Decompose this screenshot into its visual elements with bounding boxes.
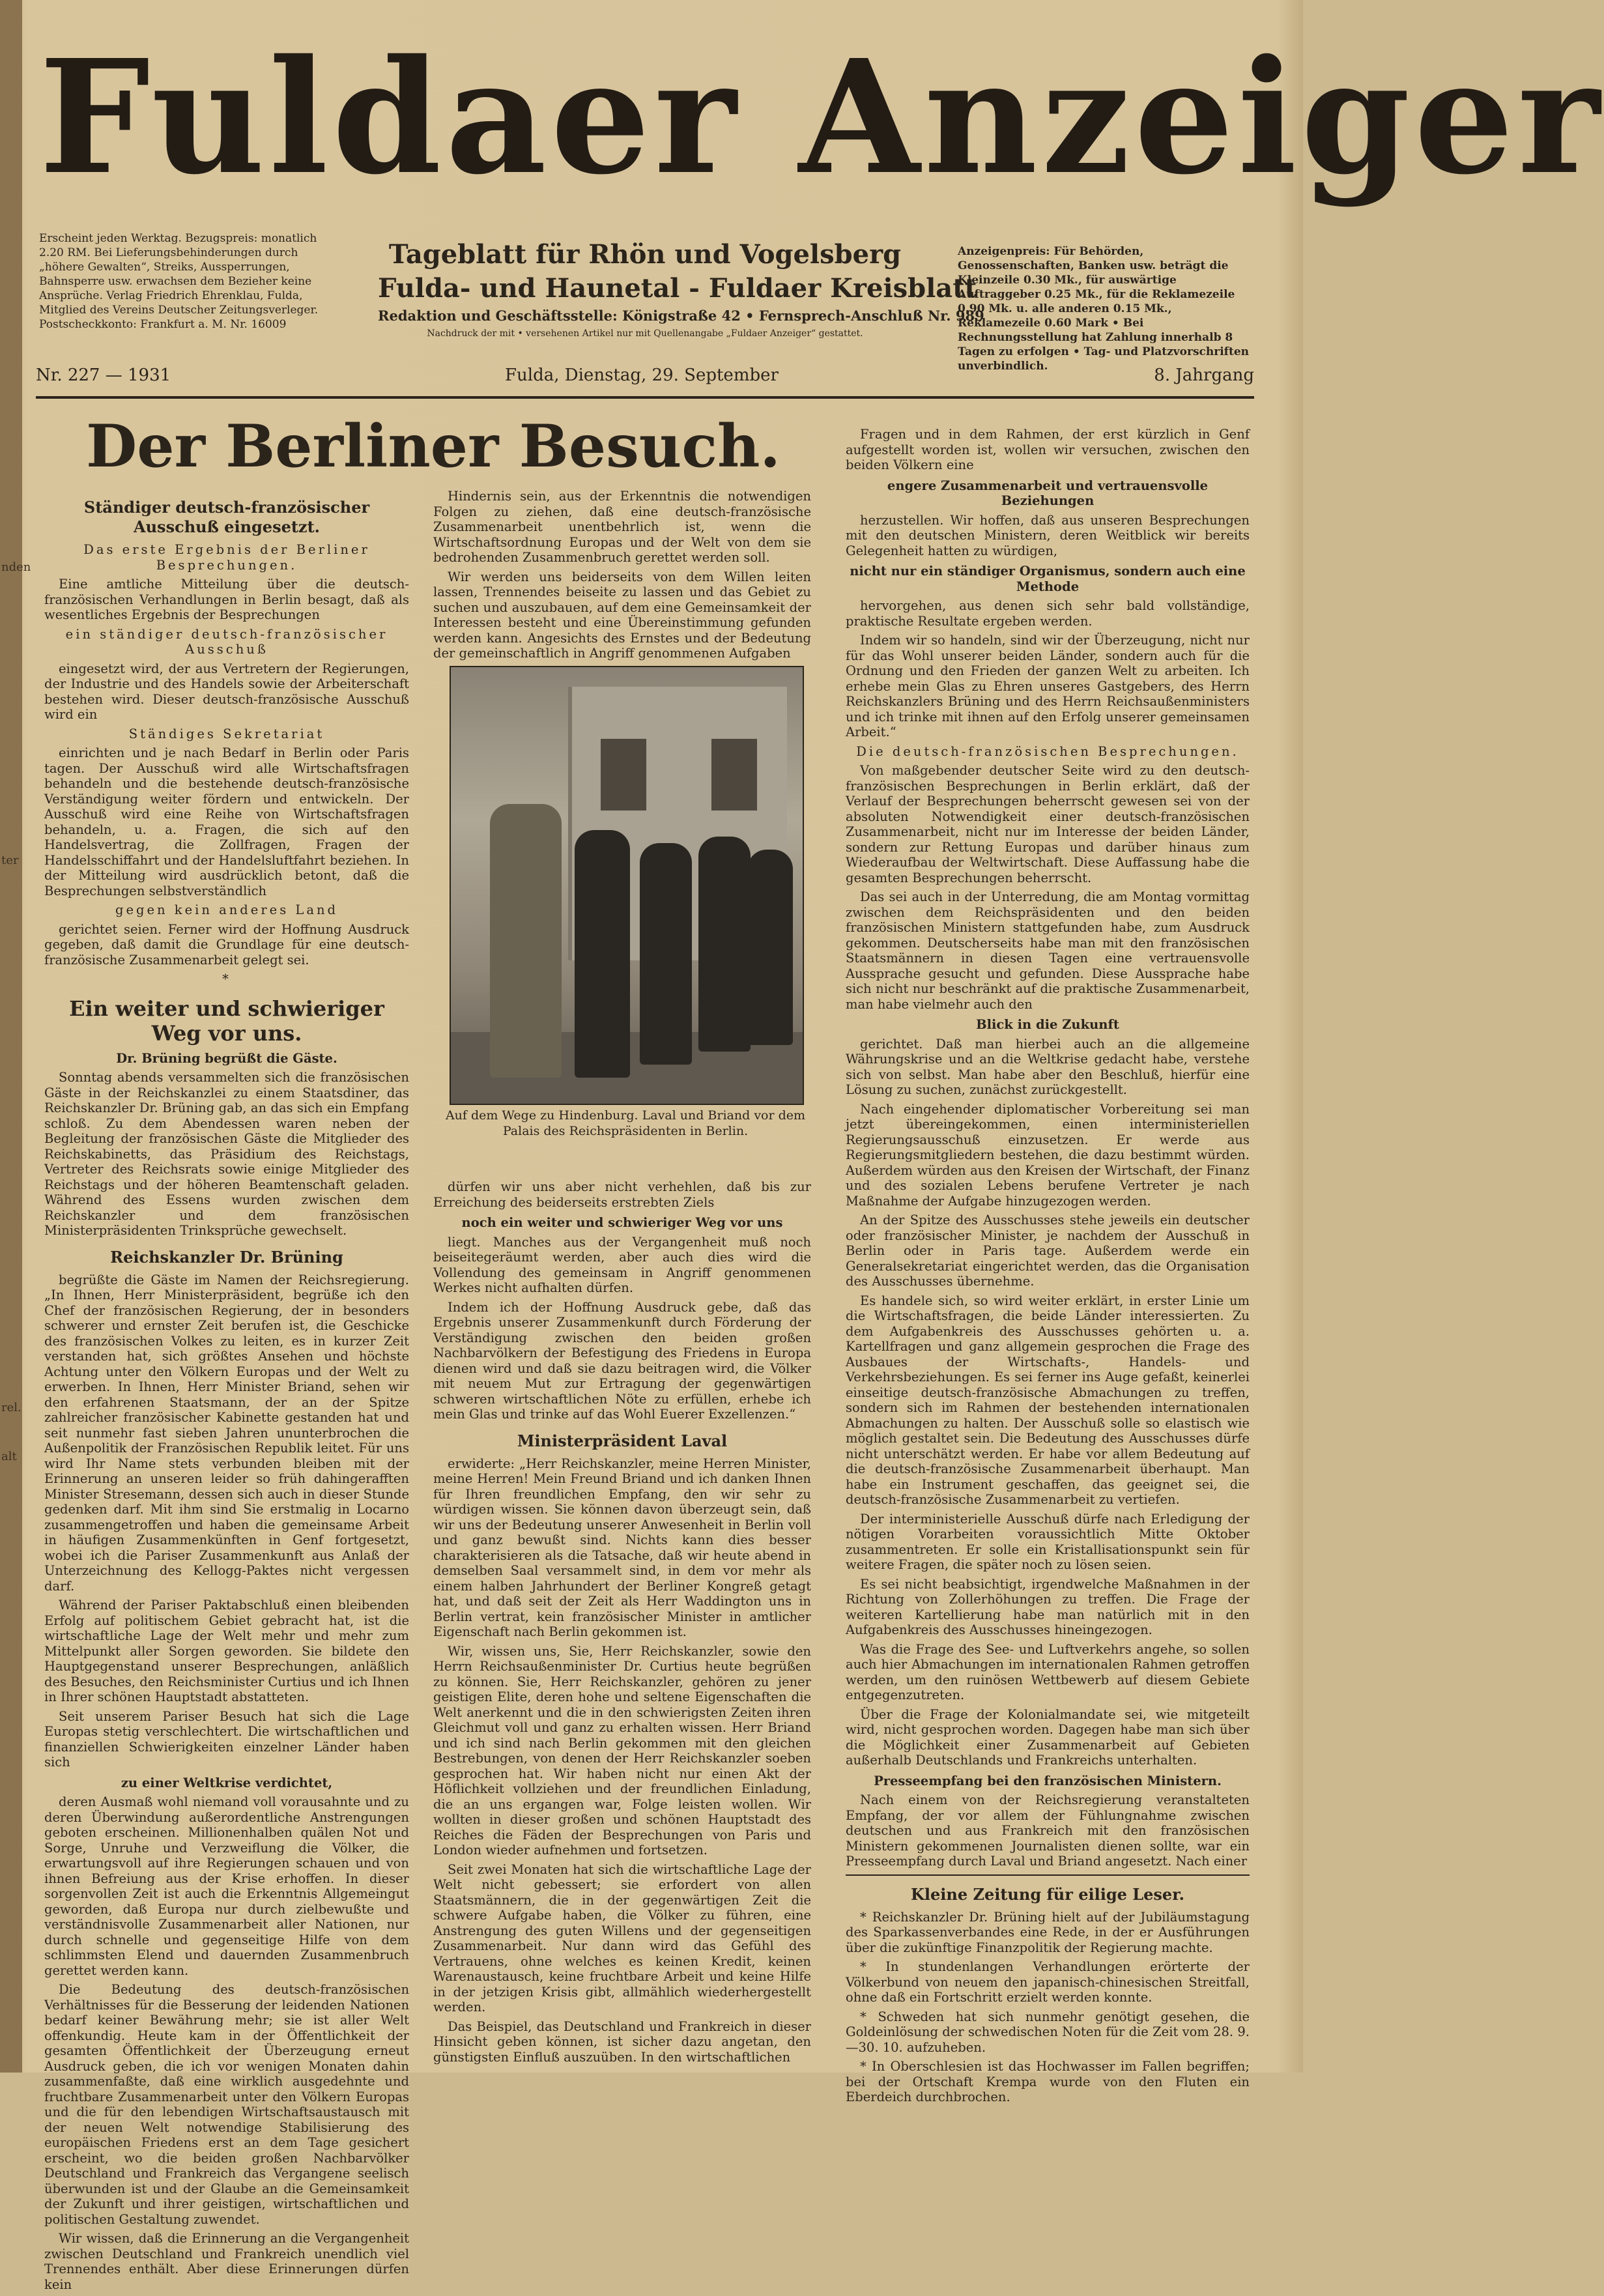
emphasis-line: gegen kein anderes Land	[115, 902, 339, 917]
subheading: Ministerpräsident Laval	[517, 1431, 728, 1450]
paragraph: hervorgehen, aus denen sich sehr bald vollständige, praktische Resultate ergeben werden.	[846, 598, 1250, 629]
paragraph: Es handele sich, so wird weiter erklärt, in erster Linie um die Wirtschaftsfragen, die beide Länder interessierten. Zu dem Aufgabenkreis des Ausschusses gehörten u. a. Kartellfragen und ganz allgemein gesprochen die Frage des Ausbaues der Wirtschafts-, Handels- und Verkehrsbeziehungen. Es sei ferner ins Auge gefaßt, keinerlei einseitige deutsch-französische Abmachungen zu treffen, sondern sich im Rahmen der bestehenden internationalen Abmachungen zu halten. Der Ausschuß solle so elastisch wie möglich gestaltet sein. Die Bedeutung des Ausschusses dürfe nicht unterschätzt werden. Er habe vor allem Bedeutung auf die deutsch-französische Zusammenarbeit überhaupt. Man habe ein Instrument geschaffen, das geeignet sei, die deutsch-französische Zusammenarbeit zu vertiefen.	[846, 1293, 1250, 1507]
emphasis-line: Presseempfang bei den französischen Ministern.	[874, 1773, 1222, 1788]
paragraph: Es sei nicht beabsichtigt, irgendwelche Maßnahmen in der Richtung von Zollerhöhungen zu treffen. Die Frage der weiteren Kartellierung habe man natürlich mit in den Aufgabenkreis des Ausschusses hineingezogen.	[846, 1576, 1250, 1637]
subheading: Reichskanzler Dr. Brüning	[110, 1247, 343, 1267]
paragraph: Wir, wissen uns, Sie, Herr Reichskanzler, sowie den Herrn Reichsaußenminister Dr. Curtius heute begrüßen zu können. Sie, Herr Reichskanzler, gehören zu jener geistigen Elite, deren hohe und seltene Eigenschaften die Welt anerkennt und die in den schwierigsten Zeiten ihren Gleichmut voll und ganz zu erhalten wissen. Herr Briand und ich sind nach Berlin gekommen mit den gleichen Bestrebungen, von denen der Herr Reichskanzler soeben gesprochen hat. Wir haben nicht nur einen Akt der Höflichkeit vollziehen und der freundlichen Einladung, die an uns ergangen war, Folge leisten wollen. Wir wollten in dieser großen und schönen Hauptstadt des Reiches die Fäden der Besprechungen von Paris und London wieder aufnehmen und fortsetzen.	[433, 1643, 811, 1858]
paragraph: Sonntag abends versammelten sich die französischen Gäste in der Reichskanzlei zu einem Staatsdiner, das Reichskanzler Dr. Brüning gab, an das sich ein Empfang schloß. Zu dem Abendessen waren neben der Begleitung der französischen Gäste die Mitglieder des Reichskabinetts, das Präsidium des Reichstags, Vertreter des Reichsrats sowie einige Mitglieder des Reichstags und der höheren Beamtenschaft geladen. Während des Essens wurden zwischen dem Reichskanzler und dem französischen Ministerpräsidenten Trinksprüche gewechselt.	[44, 1070, 409, 1238]
news-item: * Schweden hat sich nunmehr genötigt gesehen, die Goldeinlösung der schwedischen Noten für die Zeit vom 28. 9.—30. 10. aufzuheben.	[846, 2009, 1250, 2055]
binding-text: alt	[1, 1450, 17, 1463]
paragraph: Nach eingehender diplomatischer Vorbereitung sei man jetzt übereingekommen, einen interministeriellen Regierungsausschuß einzusetzen. Er werde aus Regierungsmitgliedern bestehen, die dazu bestimmt würden. Außerdem würden aus den Kreisen der Wirtschaft, der Finanz und des sozialen Lebens berufene Vertreter je nach Maßnahme der Aufgabe hinzugezogen werden.	[846, 1101, 1250, 1209]
paragraph: deren Ausmaß wohl niemand voll vorausahnte und zu deren Überwindung außerordentliche Anstrengungen geboten erscheinen. Millionenhalben quälen Not und Sorge, Unruhe und Verzweiflung die Völker, die erwartungsvoll auf ihre Regierungen schauen und von ihnen Befreiung aus der Krise erhoffen. In dieser sorgenvollen Zeit ist auch die Erkenntnis Allgemeingut geworden, daß Europa nur durch zielbewußte und verständnisvolle Zusammenarbeit aller Nationen, nur durch schnelle und gegenseitige Hilfe von dem schlimmsten Elend und dauernden Zusammenbruch gerettet werden kann.	[44, 1794, 409, 1978]
news-item: * In stundenlangen Verhandlungen erörterte der Völkerbund von neuem den japanisch-chinesischen Streitfall, ohne daß ein Fortschritt erzielt werden konnte.	[846, 1959, 1250, 2005]
tagline-line-1: Tageblatt für Rhön und Vogelsberg	[388, 239, 902, 270]
photo-person	[698, 837, 751, 1052]
subheading: Ständiger deutsch-französischer Ausschuß eingesetzt.	[83, 498, 370, 536]
paragraph: Der interministerielle Ausschuß dürfe nach Erledigung der nötigen Vorarbeiten voraussichtlich Mitte Oktober zusammentreten. Er solle ein Kristallisationspunkt sein für weitere Fragen, die später noch zu lösen seien.	[846, 1511, 1250, 1572]
paragraph: Das sei auch in der Unterredung, die am Montag vormittag zwischen dem Reichspräsidenten und den beiden französischen Ministern stattgefunden habe, zum Ausdruck gekommen. Deutscherseits habe man mit den französischen Staatsmännern in diesen Tagen eine vertrauensvolle Aussprache gesucht und gefunden. Diese Aussprache habe sich nicht nur beschränkt auf die praktische Zusammenarbeit, man habe vielmehr auch den	[846, 889, 1250, 1012]
paragraph: begrüßte die Gäste im Namen der Reichsregierung. „In Ihnen, Herr Ministerpräsident, begrüße ich den Chef der französischen Regierung, der in besonders schwerer und ernster Zeit berufen ist, die Geschicke des französischen Volkes zu leiten, es in kurzer Zeit verstanden hat, sich größtes Ansehen und höchste Achtung unter den Völkern Europas und der Welt zu erwerben. In Ihnen, Herr Minister Briand, sehen wir den erfahrenen Staatsmann, der an der Spitze zahlreicher französischer Kabinette gestanden hat und seit nunmehr fast sieben Jahren ununterbrochen die Außenpolitik der Französischen Republik leitet. Für uns wird Ihr Name stets verbunden bleiben mit der Erinnerung an unseren leider so früh dahingerafften Minister Stresemann, dessen sich auch in dieser Stunde gedenken darf. Mit ihm sind Sie erstmalig in Locarno zusammengetroffen und haben die gemeinsame Arbeit in häufigen Zusammenkünften in Genf fortgesetzt, wobei ich die Pariser Zusammenkunft aus Anlaß der Unterzeichnung des Kellogg-Paktes nicht vergessen darf.	[44, 1272, 409, 1594]
paragraph: Die Bedeutung des deutsch-französischen Verhältnisses für die Besserung der leidenden Nationen bedarf keiner Bewährung mehr; sie ist aller Welt offenkundig. Heute kam in der Öffentlichkeit der gesamten Öffentlichkeit der Überzeugung erneut Ausdruck geben, die ich vor wenigen Monaten dahin zusammenfaßte, daß eine wirklich ausgedehnte und fruchtbare Zusammenarbeit unter den Völkern Europas und die für den lebendigen Wirtschaftsaustausch mit der neuen Welt notwendige Stabilisierung des europäischen Friedens erst an dem Tage gesichert erscheint, wo die beiden großen Nachbarvölker Deutschland und Frankreich das Vergangene seelisch überwunden ist und der Glaube an die Gemeinsamkeit der Zukunft und ihrer geistigen, wirtschaftlichen und politischen Gestaltung zuwendet.	[44, 1982, 409, 2227]
binding-text: rel.	[1, 1401, 21, 1414]
paragraph: Das Beispiel, das Deutschland und Frankreich in dieser Hinsicht geben können, ist sicher dazu angetan, den günstigsten Einfluß auszuüben. In den wirtschaftlichen	[433, 2018, 811, 2065]
tagline	[378, 238, 984, 341]
paragraph: Eine amtliche Mitteilung über die deutsch-französischen Verhandlungen in Berlin besagt, daß als wesentliches Ergebnis der Besprechungen	[44, 577, 409, 622]
photo-person	[575, 830, 630, 1078]
emphasis-line: ein ständiger deutsch-französischer Ausschuß	[65, 626, 388, 657]
lead-line: Das erste Ergebnis der Berliner Besprechungen.	[83, 542, 370, 573]
paragraph: gerichtet. Daß man hierbei auch an die allgemeine Währungskrise und an die Weltkrise gedacht habe, verstehe sich von selbst. Man habe aber den Beschluß, hierfür eine Lösung zu suchen, zunächst zurückgestellt.	[846, 1036, 1250, 1097]
paragraph: Indem wir so handeln, sind wir der Überzeugung, nicht nur für das Wohl unserer beiden Länder, sondern auch für die Ordnung und den Frieden der ganzen Welt zu arbeiten. Ich erhebe mein Glas zu Ehren unseres Gastgebers, des Herrn Reichskanzlers Brüning und des Herrn Reichsaußenministers und ich trinke mit ihnen auf den Erfolg unserer gemeinsamen Arbeit.“	[846, 633, 1250, 739]
photo-person	[747, 850, 793, 1045]
column-3	[846, 427, 1250, 2109]
dateline	[36, 362, 1254, 394]
paragraph: Wir wissen, daß die Erinnerung an die Vergangenheit zwischen Deutschland und Frankreich unendlich viel Trennendes enthält. Aber diese Erinnerungen dürfen kein	[44, 2231, 409, 2292]
paragraph: liegt. Manches aus der Vergangenheit muß noch beiseitegeräumt werden, aber auch dies wird die Vollendung des gemeinsam in Angriff genommenen Werkes nicht aufhalten dürfen.	[433, 1234, 811, 1295]
emphasis-line: Ständiges Sekretariat	[128, 726, 325, 741]
subheading: Ein weiter und schwieriger Weg vor uns.	[69, 996, 384, 1046]
advert-prices: Anzeigenpreis: Für Behörden, Genossenschaften, Banken usw. beträgt die Kleinzeile 0.30 Mk., für auswärtige Auftraggeber 0.25 Mk., für die Reklamezeile 0.90 Mk. u. alle anderen 0.15 Mk., Reklamezeile 0.60 Mark • Bei Rechnungsstellung hat Zahlung innerhalb 8 Tagen zu erfolgen • Tag- und Platzvorschriften unverbindlich.	[958, 245, 1249, 373]
paragraph: erwiderte: „Herr Reichskanzler, meine Herren Minister, meine Herren! Mein Freund Briand und ich danken Ihnen für Ihren freundlichen Empfang, den wir sehr zu würdigen wissen. Sie können davon überzeugt sein, daß wir uns der Bedeutung unserer Anwesenheit in Berlin voll und ganz bewußt sind. Nichts kann dies besser charakterisieren als die Tatsache, daß wir heute abend in demselben Saal versammelt sind, in dem vor mehr als einem halben Jahrhundert der Berliner Kongreß getagt hat, und daß seit der Zeit als Herr Waddington uns in Berlin vertrat, kein französischer Minister in amtlicher Eigenschaft nach Berlin gekommen ist.	[433, 1456, 811, 1639]
tagline-line-4: Nachdruck der mit • versehenen Artikel nur mit Quellenangabe „Fuldaer Anzeiger“ gestattet.	[427, 328, 863, 339]
paragraph: Indem ich der Hoffnung Ausdruck gebe, daß das Ergebnis unserer Zusammenkunft durch Förderung der Verständigung zwischen den beiden großen Nachbarvölkern der Befestigung des Friedens in Europa dienen wird und daß sie dazu beitragen wird, die Völker mit neuem Mut zur Ertragung der gegenwärtigen schweren wirtschaftlichen Nöte zu erfüllen, erhebe ich mein Glas und trinke auf das Wohl Euerer Exzellenzen.“	[433, 1299, 811, 1422]
paragraph: einrichten und je nach Bedarf in Berlin oder Paris tagen. Der Ausschuß wird alle Wirtschaftsfragen behandeln und die bestehende deutsch-französische Verständigung weiter fördern und entwickeln. Der Ausschuß wird eine Reihe von Wirtschaftsfragen behandeln, u. a. Fragen, die sich auf den Handelsvertrag, die Zollfragen, Fragen der Handelsschiffahrt und der Handelsluftfahrt beziehen. In der Mitteilung wird ausdrücklich betont, daß die Besprechungen selbstverständlich	[44, 745, 409, 898]
paragraph: Hindernis sein, aus der Erkenntnis die notwendigen Folgen zu ziehen, daß eine deutsch-französische Zusammenarbeit unentbehrlich ist, wenn die Wirtschaftsordnung Europas und der Welt von dem sie bedrohenden Zusammenbruch gerettet werden soll.	[433, 489, 811, 565]
photo-soldier	[490, 804, 562, 1078]
masthead-title: Fuldaer Anzeiger	[39, 25, 1604, 209]
issue-number: Nr. 227 — 1931	[36, 366, 171, 385]
paragraph: dürfen wir uns aber nicht verhehlen, daß bis zur Erreichung des beiderseits erstrebten Ziels	[433, 1179, 811, 1210]
paragraph: Von maßgebender deutscher Seite wird zu den deutsch-französischen Besprechungen in Berlin erklärt, daß der Verlauf der Besprechungen beherrscht gewesen sei von der absoluten Notwendigkeit einer deutsch-französischen Zusammenarbeit, nicht nur im Interesse der beiden Länder, sondern zur Rettung Europas und darüber hinaus zum Wiederaufbau der Weltwirtschaft. Diese Auffassung habe die gesamten Besprechungen beherrscht.	[846, 763, 1250, 885]
binding-strip	[0, 0, 31, 2073]
emphasis-line: engere Zusammenarbeit und vertrauensvolle Beziehungen	[887, 478, 1209, 508]
photo-caption: Auf dem Wege zu Hindenburg. Laval und Briand vor dem Palais des Reichspräsidenten in Berlin.	[445, 1108, 806, 1138]
column-2-top	[433, 489, 811, 665]
paragraph: Über die Frage der Kolonialmandate sei, wie mitgeteilt wird, nicht gesprochen worden. Dagegen habe man sich über die Möglichkeit einer Zusammenarbeit auf Gebieten außerhalb Deutschlands und Frankreichs unterhalten.	[846, 1706, 1250, 1768]
news-item: * In Oberschlesien ist das Hochwasser im Fallen begriffen; bei der Ortschaft Krempa wurde von den Fluten ein Eberdeich durchbrochen.	[846, 2059, 1250, 2104]
news-photo	[450, 666, 804, 1105]
subheading: Kleine Zeitung für eilige Leser.	[911, 1884, 1184, 1904]
main-headline: Der Berliner Besuch.	[86, 412, 781, 481]
paragraph: Nach einem von der Reichsregierung veranstalteten Empfang, der vor allem der Fühlungnahme zwischen deutschen und aus Frankreich mit den französischen Ministern gekommenen Journalisten dienen sollte, war ein Presseempfang durch Laval und Briand angesetzt. Nach einer	[846, 1792, 1250, 1869]
paragraph: Seit unserem Pariser Besuch hat sich die Lage Europas stetig verschlechtert. Die wirtschaftlichen und finanziellen Schwierigkeiten einzelner Länder haben sich	[44, 1708, 409, 1770]
subheading-small: Dr. Brüning begrüßt die Gäste.	[116, 1050, 337, 1066]
tagline-line-3: Redaktion und Geschäftsstelle: Königstraße 42 • Fernsprech-Anschluß Nr. 989	[378, 308, 984, 324]
news-item: * Reichskanzler Dr. Brüning hielt auf der Jubiläumstagung des Sparkassenverbandes eine Rede, in der er Ausführungen über die zukünftige Finanzpolitik der Regierung machte.	[846, 1909, 1250, 1955]
volume: 8. Jahrgang	[1154, 366, 1254, 385]
emphasis-line: noch ein weiter und schwieriger Weg vor uns	[461, 1215, 783, 1230]
photo-window	[601, 739, 646, 811]
subscription-info: Erscheint jeden Werktag. Bezugspreis: monatlich 2.20 RM. Bei Lieferungsbehinderungen durch „höhere Gewalten“, Streiks, Aussperrungen, Bahnsperre usw. erwachsen dem Bezieher keine Ansprüche. Verlag Friedrich Ehrenklau, Fulda, Mitglied des Vereins Deutscher Zeitungsverleger. Postscheckkonto: Frankfurt a. M. Nr. 16009	[39, 232, 319, 331]
paragraph: Fragen und in dem Rahmen, der erst kürzlich in Genf aufgestellt worden ist, wollen wir versuchen, zwischen den beiden Völkern eine	[846, 427, 1250, 472]
paragraph: Wir werden uns beiderseits von dem Willen leiten lassen, Trennendes beiseite zu lassen und das Gebiet zu suchen und auszubauen, auf dem eine Gemeinsamkeit der Interessen besteht und eine Übereinstimmung gefunden werden kann. Angesichts des Ernstes und der Bedeutung der gemeinschaftlich in Angriff genommenen Aufgaben	[433, 569, 811, 661]
column-2-bottom	[433, 1179, 811, 2069]
paragraph: herzustellen. Wir hoffen, daß aus unseren Besprechungen mit den deutschen Ministern, deren Weitblick wir bereits Gelegenheit hatten zu würdigen,	[846, 512, 1250, 558]
paragraph: eingesetzt wird, der aus Vertretern der Regierungen, der Industrie und des Handels sowie der Arbeiterschaft bestehen wird. Dieser deutsch-französische Ausschuß wird ein	[44, 661, 409, 722]
binding-text: nden	[1, 560, 31, 574]
paragraph: Während der Pariser Paktabschluß einen bleibenden Erfolg auf politischem Gebiet gebracht hat, ist die wirtschaftliche Lage der Welt mehr und mehr zum Mittelpunkt aller Sorgen geworden. Sie bildete den Hauptgegenstand unserer Besprechungen, anläßlich des Besuches, den Reichsminister Curtius und ich Ihnen in Ihrer schönen Hauptstadt abstatteten.	[44, 1598, 409, 1704]
photo-person	[640, 843, 692, 1065]
separator-star: *	[222, 971, 231, 986]
paragraph: Was die Frage des See- und Luftverkehrs angehe, so sollen auch hier Abmachungen im internationalen Rahmen getroffen werden, um den ruinösen Wettbewerb auf diesem Gebiete entgegenzutreten.	[846, 1641, 1250, 1702]
section-divider	[846, 1874, 1250, 1876]
paragraph: Seit zwei Monaten hat sich die wirtschaftliche Lage der Welt nicht gebessert; sie erfordert von allen Staatsmännern, die in der gegenwärtigen Zeit die schwere Aufgabe haben, die Völker zu führen, eine Anstrengung des guten Willens und der gegenseitigen Zusammenarbeit. Nur dann wird das Gefühl des Vertrauens, ohne welches es keinen Kredit, keinen Warenaustausch, keine fruchtbare Arbeit und keine Hilfe in der jetzigen Krisis gibt, allmählich wiederhergestellt werden.	[433, 1861, 811, 2015]
issue-date: Fulda, Dienstag, 29. September	[505, 366, 779, 385]
subheading: Die deutsch-französischen Besprechungen.	[856, 743, 1239, 759]
paragraph: gerichtet seien. Ferner wird der Hoffnung Ausdruck gegeben, daß damit die Grundlage für eine deutsch-französische Zusammenarbeit gelegt sei.	[44, 921, 409, 968]
column-1	[44, 489, 409, 2296]
emphasis-line: zu einer Weltkrise verdichtet,	[121, 1775, 333, 1790]
photo-window	[711, 739, 757, 811]
binding-text: ter	[1, 854, 19, 867]
emphasis-line: Blick in die Zukunft	[976, 1017, 1119, 1032]
emphasis-line: nicht nur ein ständiger Organismus, sondern auch eine Methode	[850, 564, 1246, 594]
header-rule	[36, 396, 1254, 399]
paragraph: An der Spitze des Ausschusses stehe jeweils ein deutscher oder französischer Minister, je nachdem der Ausschuß in Berlin oder in Paris tage. Außerdem werde ein Generalsekretariat eingerichtet werden, das die Organisation des Ausschusses übernehme.	[846, 1213, 1250, 1289]
tagline-line-2: Fulda- und Haunetal - Fuldaer Kreisblatt	[378, 273, 977, 304]
